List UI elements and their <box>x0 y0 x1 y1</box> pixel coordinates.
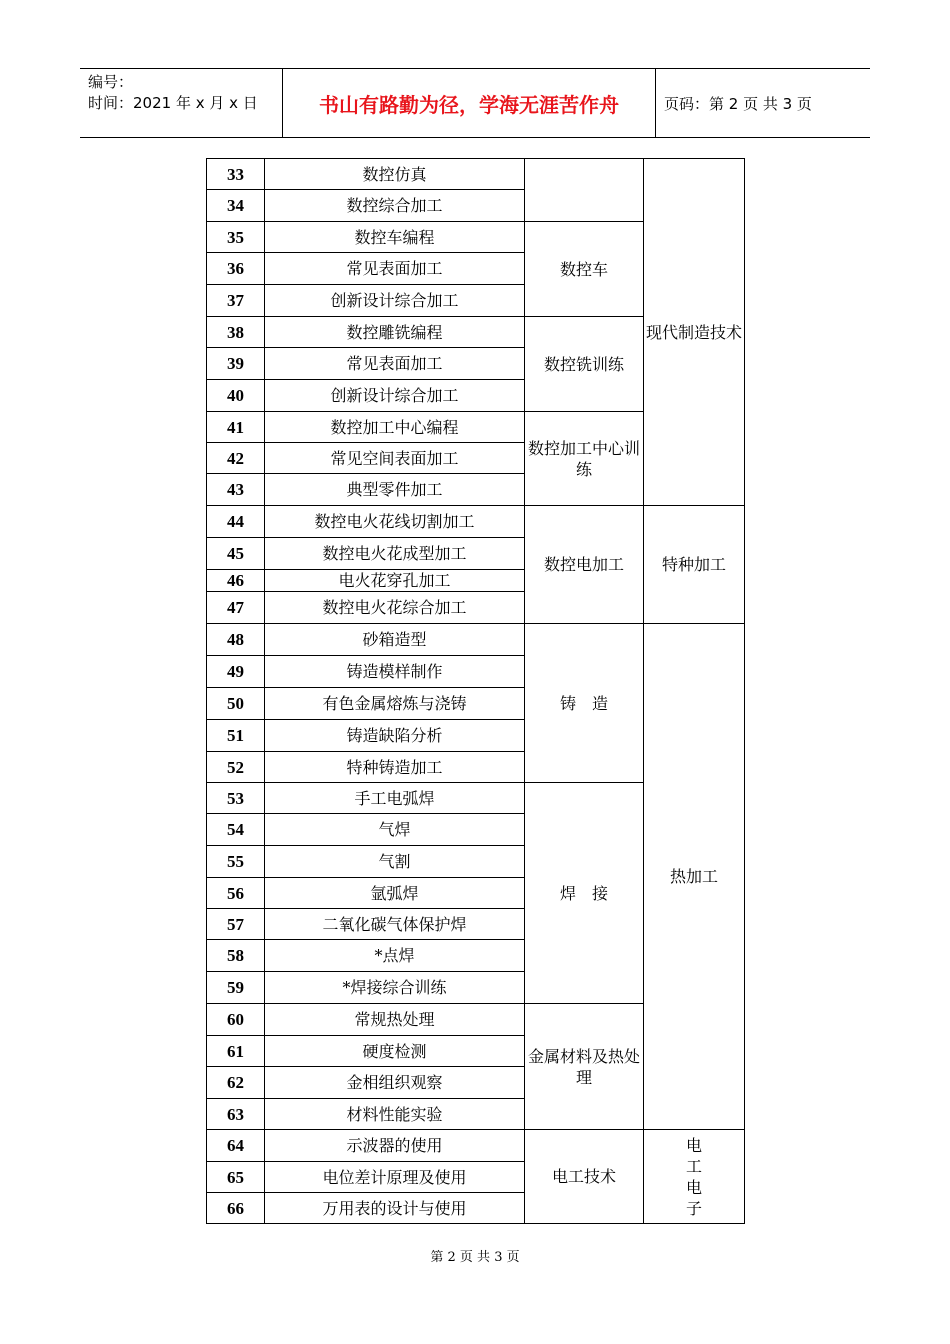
row-number: 63 <box>207 1099 265 1130</box>
row-number: 56 <box>207 878 265 909</box>
course-name: 铸造缺陷分析 <box>265 720 525 752</box>
course-name: 氩弧焊 <box>265 878 525 909</box>
course-name: 气焊 <box>265 814 525 846</box>
training-group: 金属材料及热处理 <box>525 1004 644 1130</box>
row-number: 52 <box>207 752 265 783</box>
row-number: 58 <box>207 940 265 972</box>
course-name: 有色金属熔炼与浇铸 <box>265 688 525 720</box>
training-group: 电工技术 <box>525 1130 644 1224</box>
header-page-info: 页码：第 2 页 共 3 页 <box>664 94 812 113</box>
training-group: 数控车 <box>525 222 644 317</box>
course-name: 示波器的使用 <box>265 1130 525 1162</box>
course-name: 数控电火花成型加工 <box>265 538 525 570</box>
row-number: 33 <box>207 159 265 190</box>
course-name: 典型零件加工 <box>265 474 525 506</box>
course-name: 数控仿真 <box>265 159 525 190</box>
row-number: 57 <box>207 909 265 940</box>
course-name: 数控电火花综合加工 <box>265 592 525 624</box>
course-name: 数控综合加工 <box>265 190 525 222</box>
header-motto: 书山有路勤为径，学海无涯苦作舟 <box>282 69 656 137</box>
course-category: 电工电子 <box>644 1130 745 1224</box>
training-group: 铸 造 <box>525 624 644 783</box>
row-number: 50 <box>207 688 265 720</box>
row-number: 38 <box>207 317 265 348</box>
row-number: 51 <box>207 720 265 752</box>
row-number: 66 <box>207 1193 265 1224</box>
course-name: *点焊 <box>265 940 525 972</box>
course-name: 常见空间表面加工 <box>265 443 525 474</box>
row-number: 36 <box>207 253 265 285</box>
table-row <box>207 159 745 190</box>
course-name: 常规热处理 <box>265 1004 525 1036</box>
course-name: 数控电火花线切割加工 <box>265 506 525 538</box>
table-row <box>207 506 745 538</box>
row-number: 44 <box>207 506 265 538</box>
page-header <box>80 68 870 138</box>
course-name: 金相组织观察 <box>265 1067 525 1099</box>
row-number: 45 <box>207 538 265 570</box>
course-name: 常见表面加工 <box>265 348 525 380</box>
row-number: 54 <box>207 814 265 846</box>
course-name: 手工电弧焊 <box>265 783 525 814</box>
course-name: 铸造模样制作 <box>265 656 525 688</box>
row-number: 48 <box>207 624 265 656</box>
course-name: 电位差计原理及使用 <box>265 1162 525 1193</box>
training-group <box>525 159 644 222</box>
row-number: 62 <box>207 1067 265 1099</box>
row-number: 59 <box>207 972 265 1004</box>
row-number: 61 <box>207 1036 265 1067</box>
table-row <box>207 1130 745 1162</box>
row-number: 37 <box>207 285 265 317</box>
training-group: 数控电加工 <box>525 506 644 624</box>
row-number: 34 <box>207 190 265 222</box>
course-table <box>206 158 745 1224</box>
row-number: 35 <box>207 222 265 253</box>
row-number: 40 <box>207 380 265 412</box>
course-name: 二氧化碳气体保护焊 <box>265 909 525 940</box>
row-number: 47 <box>207 592 265 624</box>
course-name: 特种铸造加工 <box>265 752 525 783</box>
row-number: 60 <box>207 1004 265 1036</box>
row-number: 55 <box>207 846 265 878</box>
row-number: 41 <box>207 412 265 443</box>
course-name: 创新设计综合加工 <box>265 380 525 412</box>
row-number: 46 <box>207 570 265 592</box>
course-name: 材料性能实验 <box>265 1099 525 1130</box>
row-number: 53 <box>207 783 265 814</box>
course-name: 砂箱造型 <box>265 624 525 656</box>
course-name: 数控车编程 <box>265 222 525 253</box>
course-category: 热加工 <box>644 624 745 1130</box>
row-number: 43 <box>207 474 265 506</box>
training-group: 焊 接 <box>525 783 644 1004</box>
training-group: 数控加工中心训练 <box>525 412 644 506</box>
row-number: 64 <box>207 1130 265 1162</box>
course-name: 万用表的设计与使用 <box>265 1193 525 1224</box>
training-group: 数控铣训练 <box>525 317 644 412</box>
course-name: 创新设计综合加工 <box>265 285 525 317</box>
course-name: *焊接综合训练 <box>265 972 525 1004</box>
header-meta <box>80 69 282 137</box>
document-number-label: 编号： <box>88 73 134 91</box>
row-number: 65 <box>207 1162 265 1193</box>
row-number: 39 <box>207 348 265 380</box>
course-category: 特种加工 <box>644 506 745 624</box>
course-name: 常见表面加工 <box>265 253 525 285</box>
course-name: 数控雕铣编程 <box>265 317 525 348</box>
table-row <box>207 624 745 656</box>
course-category: 现代制造技术 <box>644 159 745 506</box>
course-name: 数控加工中心编程 <box>265 412 525 443</box>
page-footer: 第 2 页 共 3 页 <box>430 1250 520 1265</box>
course-name: 电火花穿孔加工 <box>265 570 525 592</box>
document-date: 时间：2021 年 x 月 x 日 <box>88 94 258 112</box>
course-name: 硬度检测 <box>265 1036 525 1067</box>
row-number: 42 <box>207 443 265 474</box>
row-number: 49 <box>207 656 265 688</box>
course-name: 气割 <box>265 846 525 878</box>
